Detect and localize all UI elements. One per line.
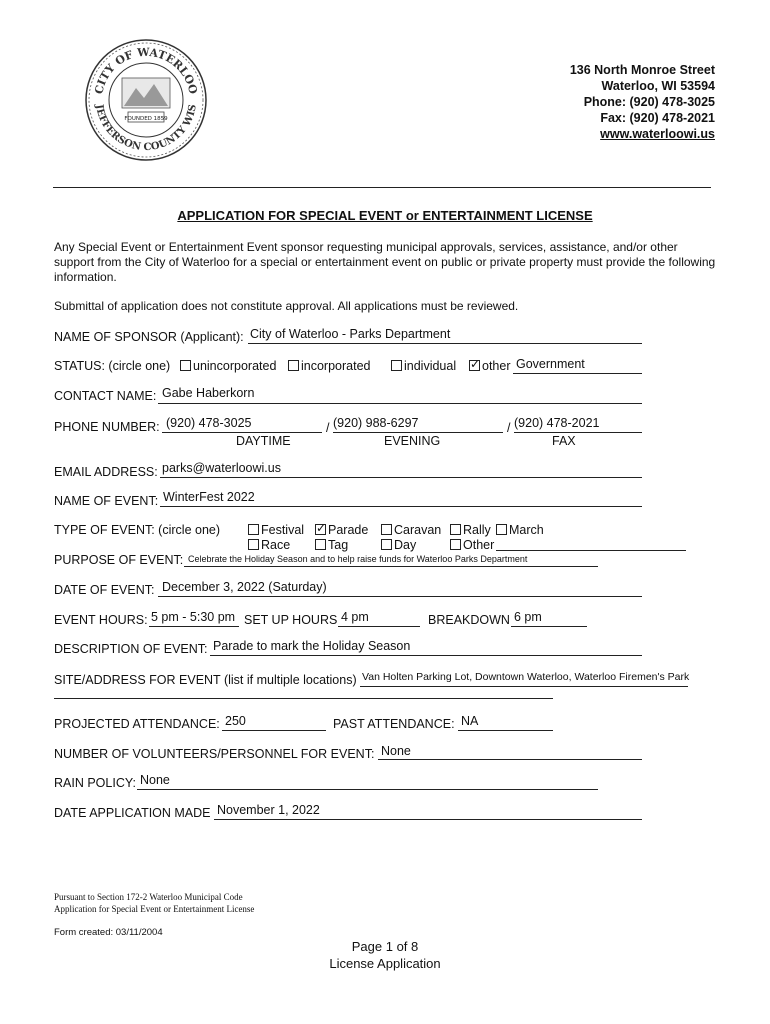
status-option-incorporated[interactable]: incorporated (288, 359, 371, 373)
purpose-line (184, 566, 598, 567)
checkbox-icon[interactable] (381, 524, 392, 535)
purpose-value[interactable]: Celebrate the Holiday Season and to help raise funds for Waterloo Parks Department (188, 554, 528, 564)
site-line (360, 686, 688, 687)
svg-text:FOUNDED 1859: FOUNDED 1859 (124, 116, 168, 122)
site-value[interactable]: Van Holten Parking Lot, Downtown Waterloo, Waterloo Firemen's Park (362, 671, 690, 683)
checkbox-checked-icon[interactable] (469, 360, 480, 371)
site-line-2 (54, 698, 553, 699)
fax-text: Fax: (920) 478-2021 (600, 111, 715, 125)
phone-text: Phone: (920) 478-3025 (583, 95, 715, 109)
volunteers-line (378, 759, 642, 760)
contact-label: CONTACT NAME: (54, 389, 157, 403)
page-number: Page 1 of 8 (351, 939, 419, 954)
checkbox-icon[interactable] (248, 539, 259, 550)
event-type-festival[interactable]: Festival (248, 523, 304, 537)
event-type-race[interactable]: Race (248, 538, 290, 552)
setup-hours-line (338, 626, 420, 627)
projected-attendance-value[interactable]: 250 (225, 714, 246, 728)
website-link[interactable]: www.waterloowi.us (600, 127, 715, 141)
purpose-label: PURPOSE OF EVENT: (54, 553, 184, 567)
city-seal-logo (84, 38, 208, 162)
event-type-parade[interactable]: ✓ Parade (315, 523, 368, 537)
status-label: STATUS: (circle one) (54, 359, 171, 373)
breakdown-value[interactable]: 6 pm (514, 610, 542, 624)
projected-attendance-line (222, 730, 326, 731)
checkbox-icon[interactable] (496, 524, 507, 535)
breakdown-line (511, 626, 587, 627)
contact-value[interactable]: Gabe Haberkorn (162, 386, 255, 400)
evening-caption: EVENING (384, 434, 441, 448)
phone-label: PHONE NUMBER: (54, 420, 160, 434)
event-type-rally[interactable]: Rally (450, 523, 491, 537)
svg-text:CITY OF WATERLOO: CITY OF WATERLOO (92, 45, 200, 96)
sponsor-line (248, 343, 642, 344)
status-other-value[interactable]: Government (516, 357, 585, 371)
notice-paragraph: Submittal of application does not constitute approval. All applications must be reviewed. (54, 299, 519, 313)
checkbox-icon[interactable] (288, 360, 299, 371)
status-other-line (513, 373, 642, 374)
event-date-value[interactable]: December 3, 2022 (Saturday) (162, 580, 327, 594)
rain-policy-value[interactable]: None (140, 773, 170, 787)
event-type-label: TYPE OF EVENT: (circle one) (54, 523, 221, 537)
document-name: License Application (329, 956, 441, 971)
svg-text:JEFFERSON COUNTY WIS: JEFFERSON COUNTY WIS (93, 103, 199, 154)
status-option-individual[interactable]: individual (391, 359, 456, 373)
event-hours-value[interactable]: 5 pm - 5:30 pm (151, 610, 236, 624)
form-title: APPLICATION FOR SPECIAL EVENT or ENTERTAINMENT LICENSE (177, 208, 593, 223)
event-hours-line (149, 626, 239, 627)
event-type-other[interactable]: Other (450, 538, 494, 552)
fax-caption: FAX (552, 434, 576, 448)
phone-daytime-line (162, 432, 322, 433)
intro-paragraph: Any Special Event or Entertainment Event sponsor requesting municipal approvals, services, assistance, and/or other support from the City of Waterloo for a special or entertainment event on public or private property must provide the following information. (54, 240, 716, 284)
application-date-value[interactable]: November 1, 2022 (217, 803, 320, 817)
phone-separator: / (326, 421, 330, 435)
event-type-tag[interactable]: Tag (315, 538, 348, 552)
status-option-other[interactable]: ✓ other (469, 359, 511, 373)
checkbox-icon[interactable] (450, 539, 461, 550)
event-date-label: DATE OF EVENT: (54, 583, 155, 597)
phone-fax-line (514, 432, 642, 433)
contact-line (158, 403, 642, 404)
checkbox-icon[interactable] (391, 360, 402, 371)
header-rule (53, 187, 711, 188)
description-line (210, 655, 642, 656)
setup-hours-label: SET UP HOURS (244, 613, 338, 627)
description-value[interactable]: Parade to mark the Holiday Season (213, 639, 411, 653)
phone-evening-line (333, 432, 503, 433)
sponsor-value[interactable]: City of Waterloo - Parks Department (250, 327, 451, 341)
description-label: DESCRIPTION OF EVENT: (54, 642, 208, 656)
phone-fax-value[interactable]: (920) 478-2021 (514, 416, 600, 430)
checkbox-icon[interactable] (450, 524, 461, 535)
city-state-zip: Waterloo, WI 53594 (601, 79, 715, 93)
breakdown-label: BREAKDOWN (428, 613, 510, 627)
form-created-date: Form created: 03/11/2004 (54, 927, 163, 938)
event-name-line (160, 506, 642, 507)
checkbox-icon[interactable] (315, 539, 326, 550)
checkbox-checked-icon[interactable] (315, 524, 326, 535)
event-type-march[interactable]: March (496, 523, 544, 537)
event-type-caravan[interactable]: Caravan (381, 523, 441, 537)
email-line (160, 477, 642, 478)
projected-attendance-label: PROJECTED ATTENDANCE: (54, 717, 220, 731)
phone-evening-value[interactable]: (920) 988-6297 (333, 416, 419, 430)
application-date-label: DATE APPLICATION MADE (54, 806, 211, 820)
email-label: EMAIL ADDRESS: (54, 465, 158, 479)
past-attendance-value[interactable]: NA (461, 714, 479, 728)
application-date-line (214, 819, 642, 820)
event-type-other-line (496, 550, 686, 551)
checkbox-icon[interactable] (381, 539, 392, 550)
email-value[interactable]: parks@waterloowi.us (162, 461, 281, 475)
rain-policy-line (137, 789, 598, 790)
rain-policy-label: RAIN POLICY: (54, 776, 136, 790)
event-type-day[interactable]: Day (381, 538, 416, 552)
past-attendance-line (458, 730, 553, 731)
setup-hours-value[interactable]: 4 pm (341, 610, 369, 624)
event-name-label: NAME OF EVENT: (54, 494, 159, 508)
volunteers-label: NUMBER OF VOLUNTEERS/PERSONNEL FOR EVENT: (54, 747, 375, 761)
status-option-unincorporated[interactable]: unincorporated (180, 359, 276, 373)
checkbox-icon[interactable] (248, 524, 259, 535)
event-date-line (158, 596, 642, 597)
phone-daytime-value[interactable]: (920) 478-3025 (166, 416, 252, 430)
checkbox-icon[interactable] (180, 360, 191, 371)
code-reference-1: Pursuant to Section 172-2 Waterloo Municipal Code (54, 892, 243, 902)
event-hours-label: EVENT HOURS: (54, 613, 148, 627)
city-address-block (570, 62, 715, 142)
phone-separator: / (507, 421, 511, 435)
street-address: 136 North Monroe Street (569, 63, 715, 77)
volunteers-value[interactable]: None (381, 744, 411, 758)
sponsor-label: NAME OF SPONSOR (Applicant): (54, 330, 244, 344)
site-label: SITE/ADDRESS FOR EVENT (list if multiple locations) (54, 673, 357, 687)
past-attendance-label: PAST ATTENDANCE: (333, 717, 455, 731)
code-reference-2: Application for Special Event or Entertainment License (54, 904, 255, 914)
event-name-value[interactable]: WinterFest 2022 (163, 490, 255, 504)
daytime-caption: DAYTIME (236, 434, 291, 448)
